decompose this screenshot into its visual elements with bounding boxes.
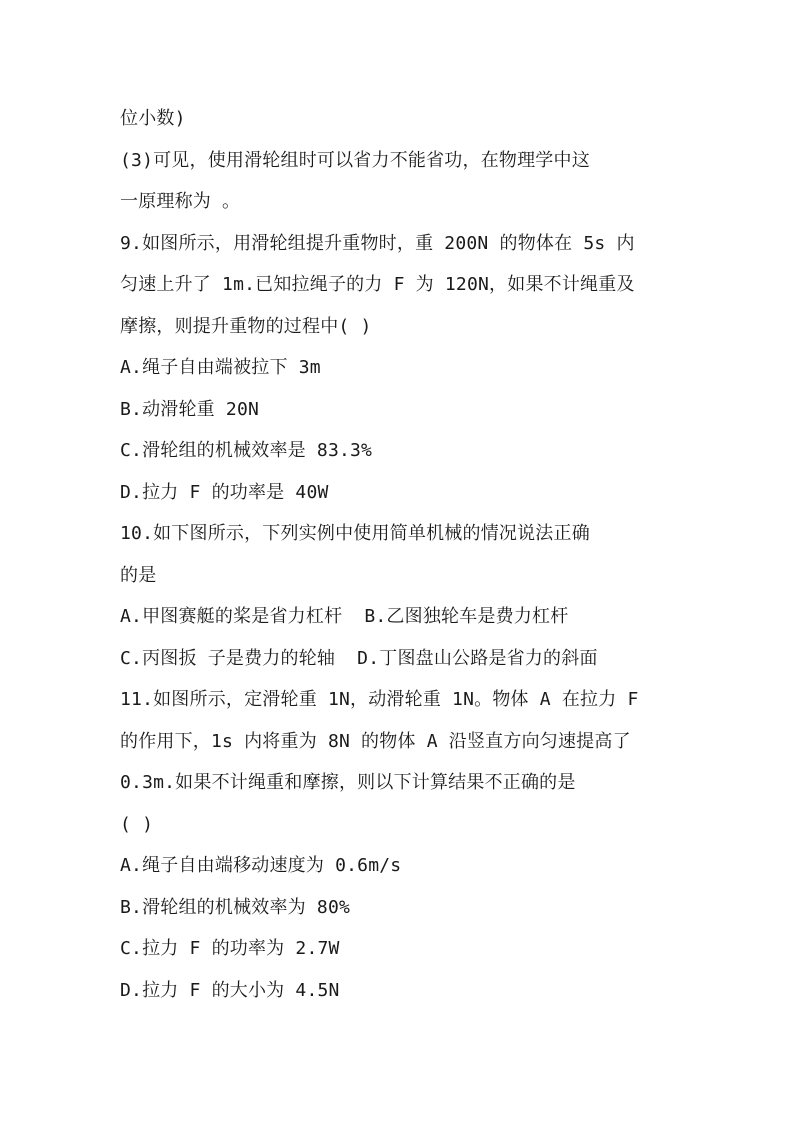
question-11-option-c: C.拉力 F 的功率为 2.7W [120, 938, 340, 959]
text-line: 位小数) [120, 108, 186, 129]
question-11-stem: ( ) [120, 813, 154, 835]
question-10-stem: 的是 [120, 564, 157, 586]
question-9-stem: 匀速上升了 1m.已知拉绳子的力 F 为 120N，如果不计绳重及 [120, 274, 635, 295]
question-10-stem: 10.如下图所示，下列实例中使用简单机械的情况说法正确 [120, 523, 590, 544]
question-10-options-cd: C.丙图扳 子是费力的轮轴 D.丁图盘山公路是省力的斜面 [120, 647, 598, 669]
question-11-option-b: B.滑轮组的机械效率为 80% [120, 896, 351, 918]
question-11-stem: 11.如图所示，定滑轮重 1N，动滑轮重 1N。物体 A 在拉力 F [120, 689, 639, 710]
question-9-option-a: A.绳子自由端被拉下 3m [120, 357, 321, 378]
question-9-option-b: B.动滑轮重 20N [120, 398, 260, 420]
question-10-options-ab: A.甲图赛艇的桨是省力杠杆 B.乙图独轮车是费力杠杆 [120, 606, 569, 627]
question-11-option-d: D.拉力 F 的大小为 4.5N [120, 979, 340, 1001]
question-9-stem: 9.如图所示，用滑轮组提升重物时，重 200N 的物体在 5s 内 [120, 232, 635, 254]
question-9-option-d: D.拉力 F 的功率是 40W [120, 481, 329, 503]
document-body [120, 98, 680, 1011]
question-11-stem: 0.3m.如果不计绳重和摩擦，则以下计算结果不正确的是 [120, 772, 576, 793]
question-11-option-a: A.绳子自由端移动速度为 0.6m/s [120, 855, 402, 876]
question-11-stem: 的作用下，1s 内将重为 8N 的物体 A 沿竖直方向匀速提高了 [120, 730, 631, 752]
question-9-stem: 摩擦，则提升重物的过程中( ) [120, 315, 372, 337]
question-9-option-c: C.滑轮组的机械效率是 83.3% [120, 440, 373, 461]
text-line: (3)可见，使用滑轮组时可以省力不能省功，在物理学中这 [120, 149, 590, 171]
text-line: 一原理称为 。 [120, 191, 241, 212]
